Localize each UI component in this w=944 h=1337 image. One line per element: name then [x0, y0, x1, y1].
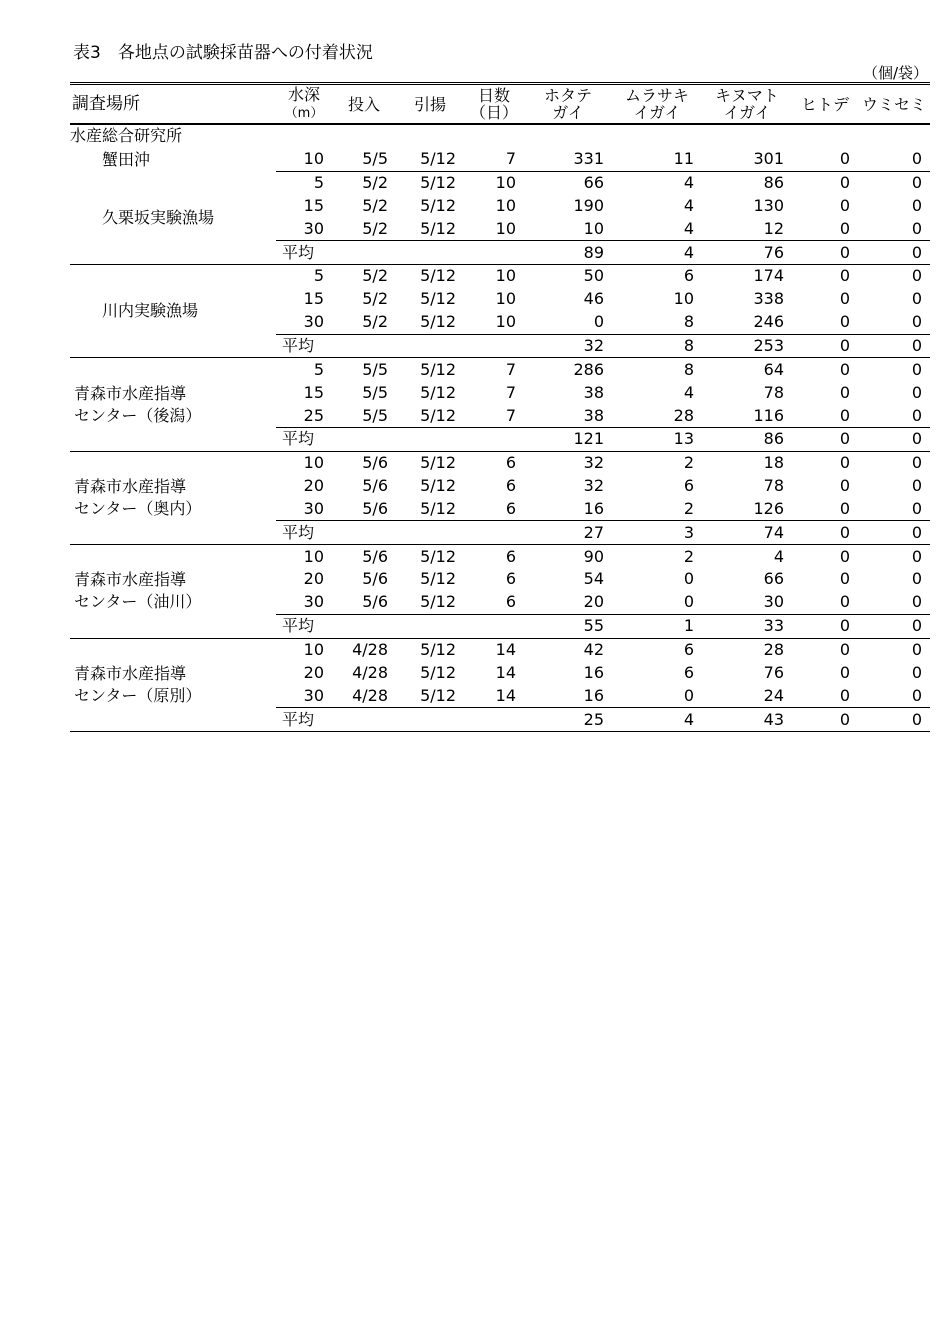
- cell-days: 7: [505, 382, 516, 402]
- location-name-line2: センター（奥内）: [74, 499, 202, 518]
- cell-hotate: 20: [583, 592, 604, 612]
- cell-days: 6: [505, 569, 516, 589]
- average-hitode: 0: [792, 241, 858, 265]
- cell-days: 14: [495, 685, 516, 705]
- header-depth-line1: 水深: [287, 85, 320, 104]
- location-name-line2: センター（油川）: [74, 592, 202, 612]
- cell-umisemi: 0: [911, 546, 922, 566]
- average-murasaki: 3: [612, 521, 702, 545]
- location-name-line1: 川内実験漁場: [102, 301, 199, 321]
- average-kinu: 74: [702, 521, 792, 545]
- cell-hotate: 54: [583, 569, 604, 589]
- cell-kinu: 28: [763, 639, 784, 659]
- cell-hotate: 90: [583, 546, 604, 566]
- cell-depth: 10: [303, 453, 324, 473]
- average-umisemi: 0: [858, 614, 930, 638]
- cell-in: 5/2: [362, 289, 388, 309]
- header-in: 投入: [332, 84, 396, 125]
- cell-murasaki: 2: [683, 453, 694, 473]
- location-name-line1: 青森市水産指導: [74, 570, 187, 590]
- average-umisemi: 0: [858, 521, 930, 545]
- cell-out: 5/12: [420, 592, 456, 612]
- cell-kinu: 78: [763, 382, 784, 402]
- cell-days: 10: [495, 218, 516, 238]
- cell-days: 7: [505, 405, 516, 425]
- cell-murasaki: 4: [683, 195, 694, 215]
- cell-depth: 10: [303, 546, 324, 566]
- cell-out: 5/12: [420, 289, 456, 309]
- cell-kinu: 76: [763, 662, 784, 682]
- location-name-line1: 青森市水産指導: [74, 663, 187, 683]
- cell-in: 5/5: [362, 149, 388, 169]
- cell-kinu: 12: [763, 218, 784, 238]
- average-umisemi: 0: [858, 241, 930, 265]
- cell-days: 6: [505, 453, 516, 473]
- average-hitode: 0: [792, 334, 858, 358]
- header-murasaki: [612, 84, 702, 125]
- cell-in: 5/5: [362, 405, 388, 425]
- cell-kinu: 246: [753, 312, 784, 332]
- cell-hotate: 16: [583, 685, 604, 705]
- header-row: [70, 84, 930, 125]
- cell-in: 5/6: [362, 546, 388, 566]
- cell-umisemi: 0: [911, 592, 922, 612]
- cell-kinu: 24: [763, 685, 784, 705]
- average-kinu: 253: [702, 334, 792, 358]
- cell-hotate: 10: [583, 218, 604, 238]
- header-location: 調査場所: [70, 84, 276, 125]
- average-hotate: 27: [524, 521, 612, 545]
- cell-out: 5/12: [420, 405, 456, 425]
- sublocation-name: 蟹田沖: [102, 149, 151, 169]
- cell-hotate: 190: [573, 195, 604, 215]
- cell-out: 5/12: [420, 639, 456, 659]
- table-row: [70, 451, 930, 474]
- cell-murasaki: 6: [683, 639, 694, 659]
- cell-murasaki: 8: [683, 359, 694, 379]
- header-murasaki-line1: ムラサキ: [624, 86, 689, 105]
- location-cell: [70, 171, 276, 264]
- average-umisemi: 0: [858, 708, 930, 732]
- header-kinu-line2: イガイ: [723, 103, 771, 122]
- location-name-line1: 青森市水産指導: [74, 477, 187, 496]
- cell-depth: 30: [303, 218, 324, 238]
- cell-days: 14: [495, 639, 516, 659]
- cell-in: 4/28: [352, 662, 388, 682]
- average-hitode: 0: [792, 521, 858, 545]
- header-depth: [276, 84, 332, 125]
- average-label: 平均: [276, 241, 524, 265]
- cell-murasaki: 4: [683, 218, 694, 238]
- cell-hotate: 0: [593, 312, 604, 332]
- cell-hitode: 0: [839, 685, 850, 705]
- average-hotate: 32: [524, 334, 612, 358]
- cell-in: 5/6: [362, 569, 388, 589]
- cell-in: 5/6: [362, 592, 388, 612]
- cell-in: 5/6: [362, 498, 388, 518]
- cell-umisemi: 0: [911, 312, 922, 332]
- cell-hotate: 50: [524, 265, 612, 288]
- cell-in: 4/28: [352, 639, 388, 659]
- cell-out: 5/12: [420, 498, 456, 518]
- cell-hitode: 0: [792, 265, 858, 288]
- cell-hitode: 0: [839, 453, 850, 473]
- cell-umisemi: 0: [911, 498, 922, 518]
- location-name-line1: 青森市水産指導: [74, 383, 187, 403]
- cell-kinu: 116: [753, 405, 784, 425]
- cell-days: 6: [505, 546, 516, 566]
- cell-depth: 30: [303, 685, 324, 705]
- average-hotate: 121: [524, 427, 612, 451]
- cell-in: 5/6: [362, 453, 388, 473]
- cell-hitode: 0: [839, 289, 850, 309]
- average-label: 平均: [276, 614, 524, 638]
- cell-days: 6: [505, 498, 516, 518]
- unit-label: （個/袋）: [862, 64, 928, 82]
- average-hotate: 25: [524, 708, 612, 732]
- cell-murasaki: 0: [683, 569, 694, 589]
- cell-hotate: 38: [583, 382, 604, 402]
- average-hotate: 89: [524, 241, 612, 265]
- table-row: [70, 171, 930, 194]
- cell-depth: 20: [303, 476, 324, 496]
- cell-out: 5/12: [420, 662, 456, 682]
- cell-umisemi: 0: [911, 662, 922, 682]
- cell-out: 5/12: [396, 171, 464, 194]
- cell-depth: 20: [303, 569, 324, 589]
- cell-depth: 5: [313, 359, 324, 379]
- cell-murasaki: 4: [683, 382, 694, 402]
- cell-out: 5/12: [420, 359, 456, 379]
- cell-hitode: 0: [839, 476, 850, 496]
- header-hitode: ヒトデ: [792, 84, 858, 125]
- cell-out: 5/12: [420, 569, 456, 589]
- cell-out: 5/12: [420, 453, 456, 473]
- header-days-line1: 日数: [477, 86, 510, 105]
- average-label: 平均: [276, 334, 524, 358]
- cell-out: 5/12: [420, 476, 456, 496]
- header-days-line2: （日）: [469, 103, 518, 122]
- cell-murasaki: 6: [683, 662, 694, 682]
- cell-kinu: 301: [753, 149, 784, 169]
- cell-kinu: 86: [702, 171, 792, 194]
- cell-depth: 15: [303, 195, 324, 215]
- cell-out: 5/12: [396, 265, 464, 288]
- cell-depth: 15: [303, 289, 324, 309]
- cell-out: 5/12: [420, 546, 456, 566]
- cell-days: 6: [505, 592, 516, 612]
- cell-murasaki: 2: [683, 498, 694, 518]
- average-hitode: 0: [792, 708, 858, 732]
- header-hotate-line2: ガイ: [552, 103, 584, 122]
- location-cell: [70, 638, 276, 731]
- table-body: [70, 124, 930, 731]
- cell-umisemi: 0: [911, 639, 922, 659]
- cell-kinu: 174: [702, 265, 792, 288]
- group-label-row: [70, 124, 930, 148]
- cell-umisemi: 0: [911, 149, 922, 169]
- cell-hitode: 0: [839, 405, 850, 425]
- cell-umisemi: 0: [911, 289, 922, 309]
- cell-hitode: 0: [839, 312, 850, 332]
- cell-kinu: 18: [763, 453, 784, 473]
- cell-hitode: 0: [839, 195, 850, 215]
- cell-hotate: 42: [583, 639, 604, 659]
- cell-umisemi: 0: [911, 685, 922, 705]
- cell-hotate: 32: [583, 453, 604, 473]
- cell-days: 7: [505, 149, 516, 169]
- cell-umisemi: 0: [911, 195, 922, 215]
- cell-in: 5/2: [362, 218, 388, 238]
- cell-in: 5/5: [362, 382, 388, 402]
- header-out: 引揚: [396, 84, 464, 125]
- cell-in: 4/28: [352, 685, 388, 705]
- cell-out: 5/12: [420, 218, 456, 238]
- header-hotate-line1: ホタテ: [543, 86, 592, 105]
- cell-in: 5/2: [362, 195, 388, 215]
- cell-out: 5/12: [420, 149, 456, 169]
- cell-umisemi: 0: [911, 359, 922, 379]
- cell-in: 5/6: [362, 476, 388, 496]
- cell-hitode: 0: [839, 498, 850, 518]
- cell-kinu: 338: [753, 289, 784, 309]
- table-row: [70, 265, 930, 288]
- cell-murasaki: 8: [683, 312, 694, 332]
- cell-hotate: 32: [583, 476, 604, 496]
- cell-murasaki: 28: [673, 405, 694, 425]
- average-hitode: 0: [792, 614, 858, 638]
- average-umisemi: 0: [858, 334, 930, 358]
- header-kinu: [702, 84, 792, 125]
- cell-hitode: 0: [839, 592, 850, 612]
- average-kinu: 76: [702, 241, 792, 265]
- cell-depth: 15: [303, 382, 324, 402]
- cell-hotate: 16: [583, 662, 604, 682]
- cell-umisemi: 0: [911, 453, 922, 473]
- table-row: [70, 358, 930, 381]
- cell-in: 5/2: [362, 312, 388, 332]
- average-hitode: 0: [792, 427, 858, 451]
- cell-days: 6: [505, 476, 516, 496]
- cell-depth: 30: [303, 592, 324, 612]
- cell-murasaki: 4: [612, 171, 702, 194]
- header-depth-line2: （m）: [284, 106, 324, 121]
- cell-days: 10: [495, 312, 516, 332]
- cell-umisemi: 0: [911, 382, 922, 402]
- cell-hotate: 16: [583, 498, 604, 518]
- cell-depth: 10: [303, 639, 324, 659]
- average-kinu: 33: [702, 614, 792, 638]
- cell-out: 5/12: [420, 685, 456, 705]
- cell-depth: 20: [303, 662, 324, 682]
- cell-umisemi: 0: [858, 265, 930, 288]
- cell-kinu: 64: [763, 359, 784, 379]
- cell-days: 7: [505, 359, 516, 379]
- cell-in: 5/2: [332, 171, 396, 194]
- location-cell: [70, 358, 276, 451]
- average-label: 平均: [276, 708, 524, 732]
- cell-kinu: 66: [763, 569, 784, 589]
- cell-umisemi: 0: [911, 218, 922, 238]
- average-hotate: 55: [524, 614, 612, 638]
- table-row: [70, 545, 930, 568]
- cell-in: 5/5: [362, 359, 388, 379]
- cell-kinu: 78: [763, 476, 784, 496]
- cell-hitode: 0: [792, 171, 858, 194]
- cell-hitode: 0: [839, 569, 850, 589]
- cell-days: 10: [495, 289, 516, 309]
- cell-days: 10: [464, 265, 524, 288]
- average-murasaki: 4: [612, 708, 702, 732]
- cell-out: 5/12: [420, 312, 456, 332]
- cell-hitode: 0: [839, 359, 850, 379]
- location-name: 水産総合研究所: [70, 126, 183, 146]
- location-cell: [70, 265, 276, 358]
- average-label: 平均: [276, 521, 524, 545]
- cell-umisemi: 0: [911, 405, 922, 425]
- cell-hitode: 0: [839, 149, 850, 169]
- cell-murasaki: 6: [612, 265, 702, 288]
- average-murasaki: 8: [612, 334, 702, 358]
- cell-murasaki: 0: [683, 592, 694, 612]
- average-umisemi: 0: [858, 427, 930, 451]
- cell-depth: 10: [303, 149, 324, 169]
- header-murasaki-line2: イガイ: [633, 103, 681, 122]
- cell-kinu: 30: [763, 592, 784, 612]
- table-title: 表3 各地点の試験採苗器への付着状況: [73, 43, 373, 63]
- header-kinu-line1: キヌマト: [715, 86, 779, 105]
- cell-days: 14: [495, 662, 516, 682]
- cell-hotate: 38: [583, 405, 604, 425]
- header-umisemi: ウミセミ: [858, 84, 930, 125]
- cell-hitode: 0: [839, 382, 850, 402]
- cell-kinu: 126: [753, 498, 784, 518]
- location-cell: [70, 451, 276, 544]
- header-days: [464, 84, 524, 125]
- cell-hotate: 331: [573, 149, 604, 169]
- location-name-line2: センター（後潟）: [74, 405, 202, 425]
- average-murasaki: 13: [612, 427, 702, 451]
- location-name-line1: 久栗坂実験漁場: [102, 207, 215, 227]
- cell-depth: 5: [276, 171, 332, 194]
- cell-hitode: 0: [839, 639, 850, 659]
- cell-murasaki: 6: [683, 476, 694, 496]
- cell-hitode: 0: [839, 662, 850, 682]
- header-hotate: [524, 84, 612, 125]
- table-row: [70, 638, 930, 661]
- cell-depth: 25: [303, 405, 324, 425]
- cell-days: 10: [495, 195, 516, 215]
- cell-murasaki: 11: [673, 149, 694, 169]
- average-murasaki: 1: [612, 614, 702, 638]
- cell-murasaki: 0: [683, 685, 694, 705]
- cell-out: 5/12: [420, 382, 456, 402]
- average-kinu: 43: [702, 708, 792, 732]
- cell-out: 5/12: [420, 195, 456, 215]
- cell-depth: 5: [276, 265, 332, 288]
- cell-umisemi: 0: [911, 569, 922, 589]
- cell-kinu: 4: [773, 546, 784, 566]
- cell-hotate: 66: [524, 171, 612, 194]
- cell-days: 10: [464, 171, 524, 194]
- cell-hitode: 0: [839, 546, 850, 566]
- cell-umisemi: 0: [911, 476, 922, 496]
- table-row: [70, 148, 930, 171]
- cell-murasaki: 2: [683, 546, 694, 566]
- average-label: 平均: [276, 427, 524, 451]
- cell-hotate: 46: [583, 289, 604, 309]
- location-cell: [70, 545, 276, 638]
- cell-depth: 30: [303, 498, 324, 518]
- cell-hitode: 0: [839, 218, 850, 238]
- location-name-line2: センター（原別）: [74, 685, 202, 705]
- cell-umisemi: 0: [858, 171, 930, 194]
- cell-in: 5/2: [332, 265, 396, 288]
- cell-depth: 30: [303, 312, 324, 332]
- attachment-table: [70, 82, 930, 732]
- cell-murasaki: 10: [673, 289, 694, 309]
- cell-kinu: 130: [753, 195, 784, 215]
- cell-hotate: 286: [573, 359, 604, 379]
- average-murasaki: 4: [612, 241, 702, 265]
- average-kinu: 86: [702, 427, 792, 451]
